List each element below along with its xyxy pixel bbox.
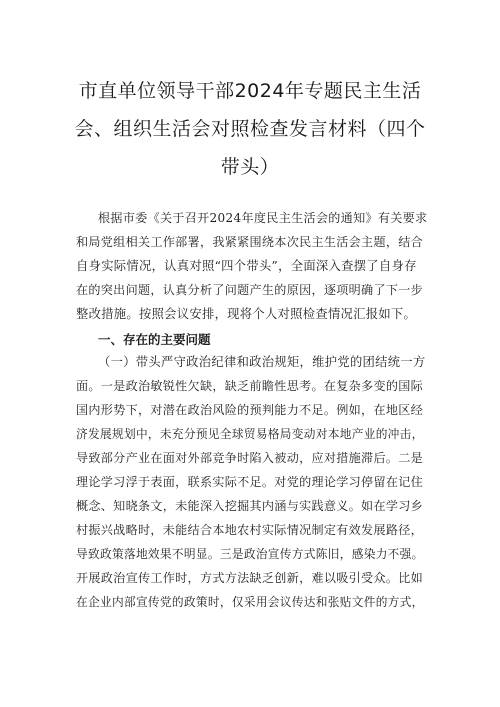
document-title-line-3: 带头） [220,156,280,178]
body-line-7: 概念、知晓条文，未能深入挖掘其内涵与实践意义。如在学习乡 [76,499,424,513]
body-line-11: 在企业内部宣传党的政策时，仅采用会议传达和张贴文件的方式， [76,595,424,609]
intro-line-5: 整改措施。按照会议安排，现将个人对照检查情况汇报如下。 [76,307,417,321]
body-line-9: 导致政策落地效果不明显。三是政治宣传方式陈旧，感染力不强。 [76,547,424,561]
intro-line-3: 自身实际情况，认真对照“四个带头”，全面深入查摆了自身存 [76,259,417,273]
document-title-line-2: 会、组织生活会对照检查发言材料（四个 [74,118,426,140]
body-line-3: 国内形势下，对潜在政治风险的预判能力不足。例如，在地区经 [76,403,424,417]
body-line-5: 导致部分产业在面对外部竞争时陷入被动，应对措施滞后。二是 [76,451,424,465]
body-line-10: 开展政治宣传工作时，方式方法缺乏创新，难以吸引受众。比如 [76,571,424,585]
body-line-6: 理论学习浮于表面，联系实际不足。对党的理论学习停留在记住 [76,475,424,489]
body-line-8: 村振兴战略时，未能结合本地农村实际情况制定有效发展路径， [76,523,424,537]
intro-line-1: 根据市委《关于召开2024年度民主生活会的通知》有关要求 [98,211,428,225]
body-line-4: 济发展规划中，未充分预见全球贸易格局变动对本地产业的冲击， [76,427,424,441]
document-title-line-1: 市直单位领导干部2024年专题民主生活 [78,80,422,102]
body-line-2: 面。一是政治敏锐性欠缺，缺乏前瞻性思考。在复杂多变的国际 [76,379,424,393]
intro-line-2: 和局党组相关工作部署，我紧紧围绕本次民主生活会主题，结合 [76,235,424,249]
section-heading: 一、存在的主要问题 [98,332,211,347]
body-line-1: （一）带头严守政治纪律和政治规矩，维护党的团结统一方 [98,355,426,369]
intro-line-4: 在的突出问题，认真分析了问题产生的原因，逐项明确了下一步 [76,283,424,297]
